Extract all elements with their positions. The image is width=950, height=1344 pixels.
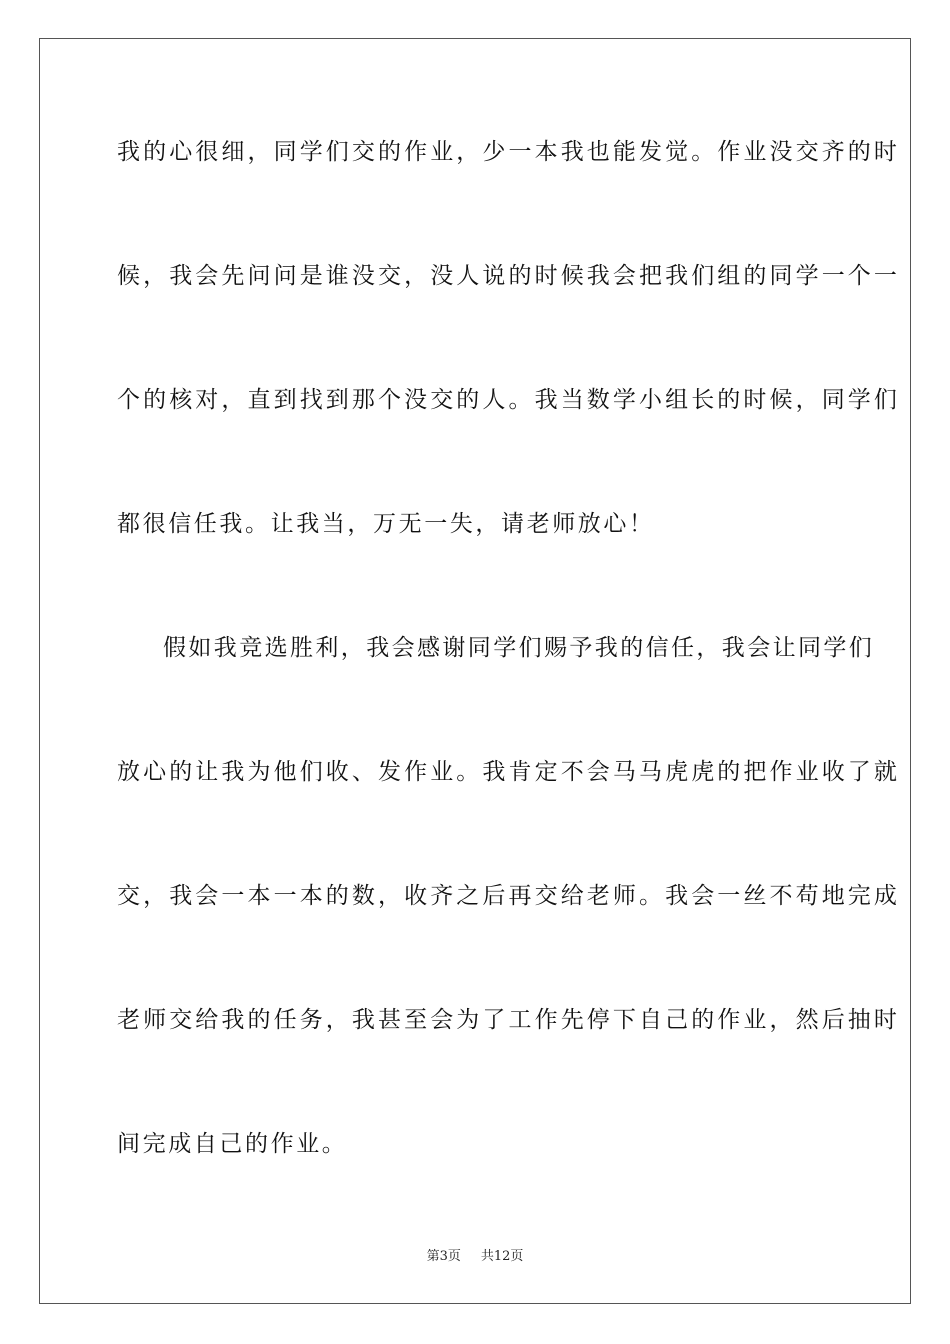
body-text-line: 候，我会先问问是谁没交，没人说的时候我会把我们组的同学一个一 [117,263,900,289]
body-text-line: 都很信任我。让我当，万无一失，请老师放心！ [117,511,655,537]
body-text-line: 间完成自己的作业。 [117,1131,348,1157]
body-text-line: 个的核对，直到找到那个没交的人。我当数学小组长的时候，同学们 [117,387,900,413]
page-border [39,38,911,1304]
paragraph-first-line: 假如我竞选胜利，我会感谢同学们赐予我的信任，我会让同学们 [163,635,875,661]
body-text-line: 老师交给我的任务，我甚至会为了工作先停下自己的作业，然后抽时 [117,1007,900,1033]
page-total: 共12页 [480,1249,524,1264]
page-footer [0,1248,950,1266]
body-text-line: 交，我会一本一本的数，收齐之后再交给老师。我会一丝不苟地完成 [117,883,900,909]
body-text-line: 我的心很细，同学们交的作业，少一本我也能发觉。作业没交齐的时 [117,139,900,165]
page-number: 第3页 [426,1249,461,1264]
body-text-line: 放心的让我为他们收、发作业。我肯定不会马马虎虎的把作业收了就 [117,759,900,785]
